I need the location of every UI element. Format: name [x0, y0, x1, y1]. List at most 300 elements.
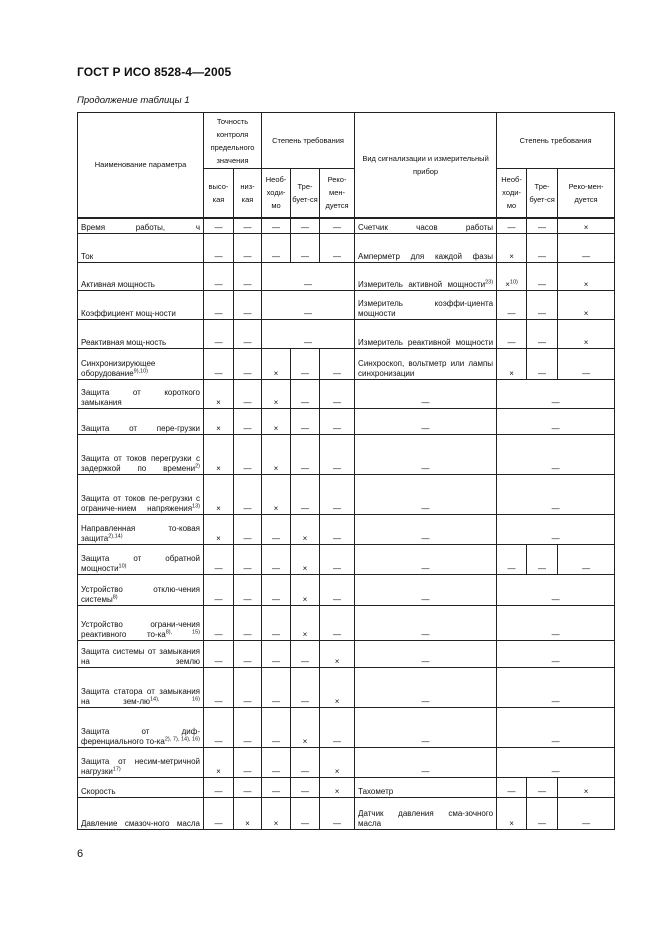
- accuracy-high: [204, 409, 234, 435]
- signal-device-text: —: [421, 464, 430, 473]
- req-recommended-text: —: [333, 564, 342, 573]
- device-req-recommended-text: —: [582, 564, 591, 573]
- accuracy-low-text: —: [243, 595, 252, 604]
- table-row: [78, 234, 615, 263]
- accuracy-high: [204, 435, 234, 475]
- accuracy-low: [234, 320, 262, 349]
- table-row: [78, 606, 615, 641]
- signal-device: [355, 380, 497, 409]
- req-recommended-text: —: [333, 630, 342, 639]
- device-req-recommended-text: ×: [583, 309, 589, 318]
- param-name: [78, 263, 204, 291]
- device-req-required: [527, 320, 558, 349]
- signal-device-text: Измеритель коэффи-циента мощности: [358, 299, 494, 318]
- device-requirement-span-text: —: [551, 504, 560, 513]
- accuracy-high: [204, 545, 234, 575]
- accuracy-high-text: —: [214, 630, 223, 639]
- signal-device: [355, 798, 497, 830]
- accuracy-low-text: —: [243, 564, 252, 573]
- req-necessary-text: —: [272, 564, 281, 573]
- req-recommended: [320, 798, 355, 830]
- signal-device-text: —: [421, 737, 430, 746]
- header-req2-recommended: Реко-мен-дуется: [558, 169, 615, 218]
- param-name-footnote: 17): [112, 766, 121, 773]
- accuracy-low: [234, 435, 262, 475]
- device-req-required: [527, 545, 558, 575]
- accuracy-high-text: —: [214, 280, 223, 289]
- req-recommended-text: —: [333, 223, 342, 232]
- device-req-necessary-text: —: [507, 309, 516, 318]
- signal-device: [355, 515, 497, 545]
- accuracy-high: [204, 475, 234, 515]
- req-recommended: [320, 708, 355, 748]
- device-req-recommended-text: —: [582, 369, 591, 378]
- param-name: [78, 409, 204, 435]
- param-name-text: Активная мощность: [81, 280, 155, 289]
- header-requirement: Степень требования: [262, 113, 355, 169]
- device-req-necessary: [497, 320, 527, 349]
- req-necessary-text: ×: [273, 464, 279, 473]
- device-req-recommended-text: ×: [583, 338, 589, 347]
- req-necessary: [262, 380, 291, 409]
- accuracy-low-text: —: [243, 657, 252, 666]
- req-required: [291, 606, 320, 641]
- req-necessary: [262, 748, 291, 778]
- param-name: [78, 234, 204, 263]
- accuracy-low-text: —: [243, 223, 252, 232]
- req-necessary: [262, 708, 291, 748]
- req-recommended: [320, 475, 355, 515]
- signal-device: [355, 320, 497, 349]
- accuracy-high-text: —: [214, 369, 223, 378]
- param-name: [78, 606, 204, 641]
- device-req-required-text: —: [538, 223, 547, 232]
- req-required: [291, 575, 320, 606]
- accuracy-high: [204, 349, 234, 380]
- table-caption: Продолжение таблицы 1: [77, 95, 190, 106]
- param-name: [78, 708, 204, 748]
- req-required: [291, 668, 320, 708]
- signal-device: [355, 708, 497, 748]
- req-necessary-text: ×: [273, 369, 279, 378]
- param-name-text: Время работы, ч: [81, 223, 200, 232]
- req-required-text: —: [301, 398, 310, 407]
- param-name: [78, 291, 204, 320]
- req-recommended-text: —: [333, 464, 342, 473]
- device-req-recommended: [558, 234, 615, 263]
- signal-device: [355, 475, 497, 515]
- accuracy-low-text: —: [243, 464, 252, 473]
- req-necessary: [262, 606, 291, 641]
- accuracy-high: [204, 798, 234, 830]
- req-necessary-text: —: [272, 630, 281, 639]
- req-recommended: [320, 748, 355, 778]
- req-recommended: [320, 409, 355, 435]
- device-req-necessary: [497, 263, 527, 291]
- signal-device: [355, 575, 497, 606]
- device-requirement-span-text: —: [551, 464, 560, 473]
- device-req-necessary: [497, 545, 527, 575]
- param-name: [78, 475, 204, 515]
- parameters-table: [77, 112, 615, 830]
- accuracy-low: [234, 545, 262, 575]
- param-name: [78, 380, 204, 409]
- header-req-required: Тре-бует-ся: [291, 169, 320, 218]
- device-req-required-text: —: [538, 252, 547, 261]
- table-row: [78, 798, 615, 830]
- req-required: [291, 515, 320, 545]
- param-name-text: Защита от диф-ференциального то-ка: [81, 727, 200, 746]
- table-row: [78, 320, 615, 349]
- req-necessary: [262, 234, 291, 263]
- device-requirement-span: [497, 748, 615, 778]
- param-name-text: Ток: [81, 252, 94, 261]
- req-necessary: [262, 778, 291, 798]
- device-req-recommended-text: ×: [583, 787, 589, 796]
- req-necessary-text: —: [272, 223, 281, 232]
- accuracy-high: [204, 778, 234, 798]
- device-req-necessary-text: —: [507, 223, 516, 232]
- accuracy-high-text: ×: [216, 534, 221, 543]
- param-name-footnote: 14), 16): [150, 696, 200, 703]
- signal-device: [355, 641, 497, 668]
- table-row: [78, 263, 615, 291]
- table-row: [78, 668, 615, 708]
- device-requirement-span-text: —: [551, 424, 560, 433]
- accuracy-low-text: —: [243, 504, 252, 513]
- signal-device-text: —: [421, 504, 430, 513]
- req-required: [291, 798, 320, 830]
- table-row: [78, 475, 615, 515]
- signal-device-text: —: [421, 424, 430, 433]
- device-req-required-text: —: [538, 338, 547, 347]
- accuracy-low-text: —: [243, 697, 252, 706]
- signal-device-text: —: [421, 657, 430, 666]
- req-necessary-text: —: [272, 595, 281, 604]
- accuracy-low: [234, 409, 262, 435]
- accuracy-low-text: —: [243, 252, 252, 261]
- req-recommended-text: ×: [334, 657, 340, 666]
- signal-device-text: Датчик давления сма-зочного масла: [358, 809, 494, 828]
- accuracy-low: [234, 218, 262, 234]
- accuracy-high: [204, 320, 234, 349]
- req-necessary-text: —: [272, 252, 281, 261]
- req-required-text: —: [301, 787, 310, 796]
- device-req-necessary-text: ×: [509, 252, 514, 261]
- req-required-text: ×: [302, 595, 308, 604]
- header-req-necessary: Необ-ходи-мо: [262, 169, 291, 218]
- header-accuracy-high: высо-кая: [204, 169, 234, 218]
- device-requirement-span-text: —: [551, 630, 560, 639]
- param-name-text: Защита статора от замыкания на зем-лю: [81, 687, 200, 706]
- signal-device-text: Синхроскоп, вольтметр или лампы синхронизации: [358, 359, 494, 378]
- accuracy-low-text: ×: [245, 819, 250, 828]
- accuracy-low: [234, 349, 262, 380]
- device-req-necessary: [497, 218, 527, 234]
- accuracy-low-text: —: [243, 534, 252, 543]
- accuracy-low-text: —: [243, 424, 252, 433]
- req-necessary-text: —: [272, 657, 281, 666]
- req-recommended: [320, 218, 355, 234]
- signal-device: [355, 218, 497, 234]
- device-req-recommended: [558, 291, 615, 320]
- device-requirement-span: [497, 641, 615, 668]
- accuracy-high: [204, 234, 234, 263]
- device-requirement-span: [497, 409, 615, 435]
- req-recommended: [320, 234, 355, 263]
- req-necessary-text: —: [272, 697, 281, 706]
- accuracy-low: [234, 606, 262, 641]
- device-req-required-text: —: [538, 819, 547, 828]
- signal-device: [355, 778, 497, 798]
- param-name-text: Устройство ограни-чения реактивного то-ка: [81, 620, 200, 639]
- signal-device: [355, 606, 497, 641]
- device-requirement-span-text: —: [551, 595, 560, 604]
- req-necessary: [262, 798, 291, 830]
- accuracy-low-text: —: [243, 309, 252, 318]
- device-req-necessary-text: ×: [509, 369, 514, 378]
- device-requirement-span: [497, 435, 615, 475]
- param-name-text: Защита от короткого замыкания: [81, 388, 200, 407]
- requirement-span-text: —: [304, 338, 313, 347]
- table-row: [78, 575, 615, 606]
- req-required-text: —: [301, 369, 310, 378]
- accuracy-low: [234, 475, 262, 515]
- accuracy-low: [234, 778, 262, 798]
- table-row: [78, 708, 615, 748]
- req-necessary-text: ×: [273, 819, 279, 828]
- table-row: [78, 349, 615, 380]
- req-required-text: —: [301, 657, 310, 666]
- device-requirement-span-text: —: [551, 534, 560, 543]
- signal-device-text: Измеритель реактивной мощности: [358, 338, 494, 347]
- header-req2-necessary: Необ-ходи-мо: [497, 169, 527, 218]
- device-req-required-text: —: [538, 787, 547, 796]
- device-req-required-text: —: [538, 369, 547, 378]
- table-row: [78, 545, 615, 575]
- req-required-text: —: [301, 504, 310, 513]
- header-req2-required: Тре-бует-ся: [527, 169, 558, 218]
- req-required: [291, 641, 320, 668]
- req-required: [291, 475, 320, 515]
- header-accuracy: Точность контроля предельного значения: [204, 113, 262, 169]
- accuracy-high-text: ×: [216, 504, 221, 513]
- signal-device: [355, 748, 497, 778]
- param-name-footnote: 13): [192, 503, 200, 510]
- signal-device-text: Тахометр: [358, 787, 394, 796]
- param-name: [78, 218, 204, 234]
- req-required-text: ×: [302, 564, 308, 573]
- param-name-text: Скорость: [81, 787, 116, 796]
- signal-device-text: —: [421, 697, 430, 706]
- device-req-recommended-text: ×: [583, 280, 589, 289]
- param-name-text: Коэффициент мощ-ности: [81, 309, 176, 318]
- table-row: [78, 641, 615, 668]
- req-required-text: —: [301, 223, 310, 232]
- req-necessary-text: ×: [273, 424, 279, 433]
- accuracy-high: [204, 575, 234, 606]
- accuracy-high: [204, 641, 234, 668]
- signal-device: [355, 409, 497, 435]
- accuracy-high: [204, 380, 234, 409]
- header-param-name: Наименование параметра: [78, 113, 204, 218]
- req-required: [291, 748, 320, 778]
- accuracy-low-text: —: [243, 630, 252, 639]
- requirement-span: [262, 291, 355, 320]
- param-name: [78, 748, 204, 778]
- accuracy-low: [234, 263, 262, 291]
- device-requirement-span-text: —: [551, 767, 560, 776]
- param-name: [78, 435, 204, 475]
- req-recommended: [320, 380, 355, 409]
- page-number: 6: [77, 848, 84, 860]
- table-row: [78, 409, 615, 435]
- req-recommended: [320, 606, 355, 641]
- accuracy-low: [234, 234, 262, 263]
- accuracy-low-text: —: [243, 787, 252, 796]
- accuracy-low: [234, 668, 262, 708]
- device-req-required: [527, 218, 558, 234]
- header-accuracy-low: низ-кая: [234, 169, 262, 218]
- device-requirement-span: [497, 606, 615, 641]
- req-necessary-text: —: [272, 737, 281, 746]
- req-necessary: [262, 218, 291, 234]
- accuracy-high-text: —: [214, 657, 223, 666]
- signal-device-footnote: 23): [485, 279, 494, 286]
- signal-device-text: —: [421, 534, 430, 543]
- req-required-text: —: [301, 819, 310, 828]
- device-req-recommended: [558, 320, 615, 349]
- req-recommended: [320, 778, 355, 798]
- req-required: [291, 409, 320, 435]
- accuracy-low: [234, 515, 262, 545]
- device-requirement-span: [497, 515, 615, 545]
- table-row: [78, 515, 615, 545]
- accuracy-high: [204, 291, 234, 320]
- req-required: [291, 218, 320, 234]
- table-body: [78, 218, 615, 830]
- param-name-footnote: 10): [118, 563, 127, 570]
- table-row: [78, 748, 615, 778]
- req-recommended-text: ×: [334, 767, 340, 776]
- signal-device-text: Амперметр для каждой фазы: [358, 252, 494, 261]
- req-required-text: —: [301, 424, 310, 433]
- param-name: [78, 798, 204, 830]
- param-name-text: Направленная то-ковая защита: [81, 524, 200, 543]
- table-row: [78, 435, 615, 475]
- device-req-required: [527, 349, 558, 380]
- param-name-footnote: 2),14): [108, 533, 123, 540]
- device-req-necessary: [497, 234, 527, 263]
- req-recommended-text: —: [333, 819, 342, 828]
- accuracy-high-text: —: [214, 787, 223, 796]
- header-req-recommended: Реко-мен-дуется: [320, 169, 355, 218]
- req-required-text: —: [301, 252, 310, 261]
- accuracy-high: [204, 515, 234, 545]
- accuracy-high-text: —: [214, 223, 223, 232]
- req-required: [291, 545, 320, 575]
- device-requirement-span: [497, 575, 615, 606]
- accuracy-high-text: ×: [216, 424, 221, 433]
- device-req-required-text: —: [538, 280, 547, 289]
- table-row: [78, 218, 615, 234]
- device-req-required: [527, 263, 558, 291]
- device-req-necessary-footnote: 10): [509, 279, 518, 286]
- signal-device-text: Счетчик часов работы: [358, 223, 494, 232]
- req-necessary-text: —: [272, 767, 281, 776]
- req-necessary-text: ×: [273, 398, 279, 407]
- signal-device: [355, 545, 497, 575]
- accuracy-low: [234, 798, 262, 830]
- accuracy-high: [204, 218, 234, 234]
- device-requirement-span-text: —: [551, 657, 560, 666]
- req-required: [291, 380, 320, 409]
- document-title: ГОСТ Р ИСО 8528-4—2005: [77, 65, 232, 79]
- table-row: [78, 380, 615, 409]
- accuracy-high-text: —: [214, 309, 223, 318]
- param-name-text: Защита от токов пе-регрузки с ограниче-нием напряжения: [81, 494, 200, 513]
- accuracy-high-text: —: [214, 338, 223, 347]
- accuracy-low-text: —: [243, 338, 252, 347]
- req-necessary: [262, 575, 291, 606]
- param-name-text: Устройство отклю-чения системы: [81, 585, 200, 604]
- param-name: [78, 320, 204, 349]
- req-recommended-text: ×: [334, 787, 340, 796]
- req-necessary: [262, 668, 291, 708]
- device-req-necessary: [497, 291, 527, 320]
- req-required-text: ×: [302, 630, 308, 639]
- accuracy-high-text: —: [214, 595, 223, 604]
- device-req-recommended: [558, 263, 615, 291]
- req-required-text: —: [301, 464, 310, 473]
- req-required-text: ×: [302, 534, 308, 543]
- param-name: [78, 545, 204, 575]
- device-req-recommended: [558, 218, 615, 234]
- signal-device: [355, 291, 497, 320]
- accuracy-high-text: —: [214, 737, 223, 746]
- device-req-required: [527, 778, 558, 798]
- req-recommended-text: —: [333, 252, 342, 261]
- device-requirement-span: [497, 475, 615, 515]
- req-required-text: —: [301, 767, 310, 776]
- accuracy-high-text: —: [214, 819, 223, 828]
- req-necessary: [262, 475, 291, 515]
- device-req-required: [527, 798, 558, 830]
- device-req-necessary: [497, 778, 527, 798]
- accuracy-low: [234, 575, 262, 606]
- req-required-text: ×: [302, 737, 308, 746]
- device-req-recommended: [558, 349, 615, 380]
- accuracy-high-text: ×: [216, 398, 221, 407]
- req-recommended: [320, 641, 355, 668]
- accuracy-low: [234, 291, 262, 320]
- accuracy-high-text: —: [214, 252, 223, 261]
- param-name-text: Синхронизирующее оборудование: [81, 359, 156, 378]
- accuracy-high: [204, 708, 234, 748]
- req-recommended: [320, 668, 355, 708]
- requirement-span-text: —: [304, 309, 313, 318]
- device-req-necessary-text: —: [507, 787, 516, 796]
- device-requirement-span: [497, 380, 615, 409]
- accuracy-low-text: —: [243, 737, 252, 746]
- table-row: [78, 778, 615, 798]
- accuracy-high-text: —: [214, 697, 223, 706]
- device-req-necessary: [497, 349, 527, 380]
- param-name-footnote: 2), 7), 14), 16): [164, 736, 200, 743]
- accuracy-high: [204, 263, 234, 291]
- req-necessary: [262, 641, 291, 668]
- param-name-footnote: 8), 15): [165, 629, 200, 636]
